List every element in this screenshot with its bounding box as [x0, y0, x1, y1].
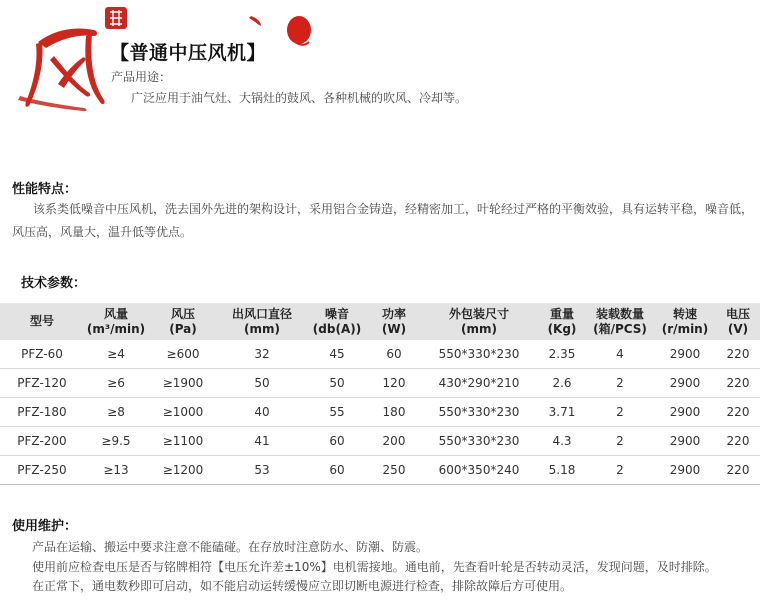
table-row [0, 340, 760, 369]
maintenance-line: 在正常下，通电数秒即可启动，如不能启动运转缓慢应立即切断电源进行检查，排除故障后方可使用。 [32, 579, 573, 593]
cell-speed: 2900 [654, 398, 716, 427]
specs-table-body [0, 340, 760, 485]
cell-noise: 60 [306, 427, 368, 456]
cell-weight: 3.71 [538, 398, 586, 427]
cell-model: PFZ-180 [0, 398, 84, 427]
cell-load-qty: 2 [586, 398, 654, 427]
cell-voltage: 220 [716, 456, 760, 485]
cell-voltage: 220 [716, 369, 760, 398]
cell-package-size: 430*290*210 [420, 369, 538, 398]
header-weight: 重量 (Kg) [538, 303, 586, 340]
table-row [0, 398, 760, 427]
cell-model: PFZ-200 [0, 427, 84, 456]
cell-power: 200 [368, 427, 420, 456]
specs-table-container [0, 303, 760, 485]
cell-weight: 5.18 [538, 456, 586, 485]
cell-model: PFZ-60 [0, 340, 84, 369]
cell-pressure: ≥1100 [148, 427, 218, 456]
cell-power: 60 [368, 340, 420, 369]
header-power: 功率 (W) [368, 303, 420, 340]
cell-package-size: 550*330*230 [420, 427, 538, 456]
cell-pressure: ≥1000 [148, 398, 218, 427]
cell-weight: 2.6 [538, 369, 586, 398]
table-row [0, 427, 760, 456]
usage-label: 产品用途： [111, 70, 172, 84]
maintenance-heading: 使用维护： [12, 519, 78, 534]
cell-voltage: 220 [716, 398, 760, 427]
cell-model: PFZ-120 [0, 369, 84, 398]
cell-package-size: 600*350*240 [420, 456, 538, 485]
cell-outlet-diameter: 50 [218, 369, 306, 398]
cell-package-size: 550*330*230 [420, 340, 538, 369]
cell-load-qty: 2 [586, 369, 654, 398]
cell-pressure: ≥1900 [148, 369, 218, 398]
cell-noise: 60 [306, 456, 368, 485]
cell-noise: 50 [306, 369, 368, 398]
table-row [0, 369, 760, 398]
cell-outlet-diameter: 53 [218, 456, 306, 485]
cell-load-qty: 4 [586, 340, 654, 369]
cell-package-size: 550*330*230 [420, 398, 538, 427]
header-outlet-diameter: 出风口直径 (mm) [218, 303, 306, 340]
specs-table [0, 303, 760, 485]
cell-speed: 2900 [654, 369, 716, 398]
cell-power: 180 [368, 398, 420, 427]
header-speed: 转速 (r/min) [654, 303, 716, 340]
cell-pressure: ≥1200 [148, 456, 218, 485]
maintenance-line: 产品在运输、搬运中要求注意不能磕碰。在存放时注意防水、防潮、防震。 [32, 540, 429, 554]
cell-weight: 4.3 [538, 427, 586, 456]
header-noise: 噪音 (db(A)) [306, 303, 368, 340]
cell-airflow: ≥8 [84, 398, 148, 427]
cell-outlet-diameter: 41 [218, 427, 306, 456]
table-row [0, 456, 760, 485]
cell-model: PFZ-250 [0, 456, 84, 485]
features-paragraph: 该系类低噪音中压风机，洗去国外先进的架构设计，采用铝合金铸造，经精密加工，叶轮经过严格的平衡效验，具有运转平稳，噪音低，风压高，风量大，温升低等优点。 [12, 202, 754, 239]
cell-outlet-diameter: 40 [218, 398, 306, 427]
cell-pressure: ≥600 [148, 340, 218, 369]
header-load-qty: 装载数量 (箱/PCS) [586, 303, 654, 340]
cell-airflow: ≥9.5 [84, 427, 148, 456]
page-title: 【普通中压风机】 [110, 42, 267, 64]
features-heading: 性能特点： [12, 182, 78, 197]
maintenance-line: 使用前应检查电压是否与铭牌相符【电压允许差±10%】电机需接地。通电前，先查看叶轮是否转动灵活，发现问题，及时排除。 [32, 560, 717, 574]
cell-noise: 55 [306, 398, 368, 427]
header-airflow: 风量 (m³/min) [84, 303, 148, 340]
cell-speed: 2900 [654, 456, 716, 485]
cell-airflow: ≥4 [84, 340, 148, 369]
header-voltage: 电压 (V) [716, 303, 760, 340]
header-model: 型号 [0, 303, 84, 340]
cell-power: 250 [368, 456, 420, 485]
header-pressure: 风压 (Pa) [148, 303, 218, 340]
cell-noise: 45 [306, 340, 368, 369]
red-seal-stamp-icon [104, 6, 128, 30]
cell-speed: 2900 [654, 340, 716, 369]
usage-text: 广泛应用于油气灶、大锅灶的鼓风、各种机械的吹风、冷却等。 [131, 91, 468, 105]
cell-load-qty: 2 [586, 427, 654, 456]
header-package-size: 外包装尺寸 (mm) [420, 303, 538, 340]
cell-outlet-diameter: 32 [218, 340, 306, 369]
table-header-row [0, 303, 760, 340]
cell-power: 120 [368, 369, 420, 398]
cell-voltage: 220 [716, 340, 760, 369]
cell-load-qty: 2 [586, 456, 654, 485]
cell-airflow: ≥13 [84, 456, 148, 485]
cell-weight: 2.35 [538, 340, 586, 369]
cell-airflow: ≥6 [84, 369, 148, 398]
cell-voltage: 220 [716, 427, 760, 456]
specs-heading: 技术参数： [21, 276, 87, 291]
calligraphy-feng-logo-icon [14, 12, 114, 112]
cell-speed: 2900 [654, 427, 716, 456]
